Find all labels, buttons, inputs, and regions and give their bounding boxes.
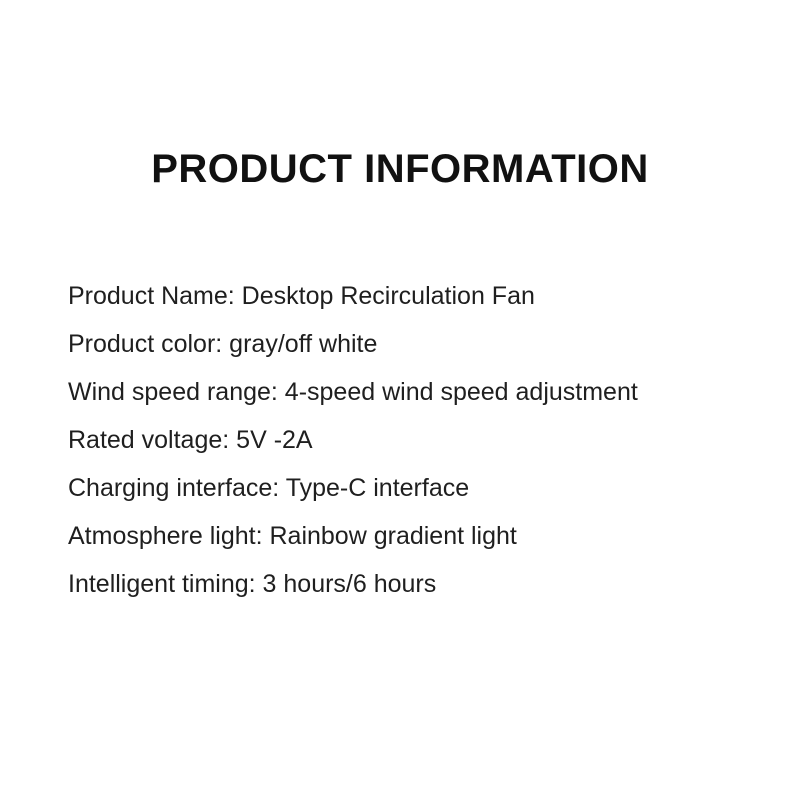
page-title: PRODUCT INFORMATION	[151, 146, 649, 191]
list-item: Wind speed range: 4-speed wind speed adjustment	[68, 378, 638, 406]
list-item: Product Name: Desktop Recirculation Fan	[68, 282, 535, 310]
list-item: Rated voltage: 5V -2A	[68, 426, 313, 454]
list-item: Product color: gray/off white	[68, 330, 378, 358]
list-item: Intelligent timing: 3 hours/6 hours	[68, 570, 437, 598]
specification-list	[68, 272, 760, 608]
list-item: Atmosphere light: Rainbow gradient light	[68, 522, 517, 550]
list-item: Charging interface: Type-C interface	[68, 474, 470, 502]
